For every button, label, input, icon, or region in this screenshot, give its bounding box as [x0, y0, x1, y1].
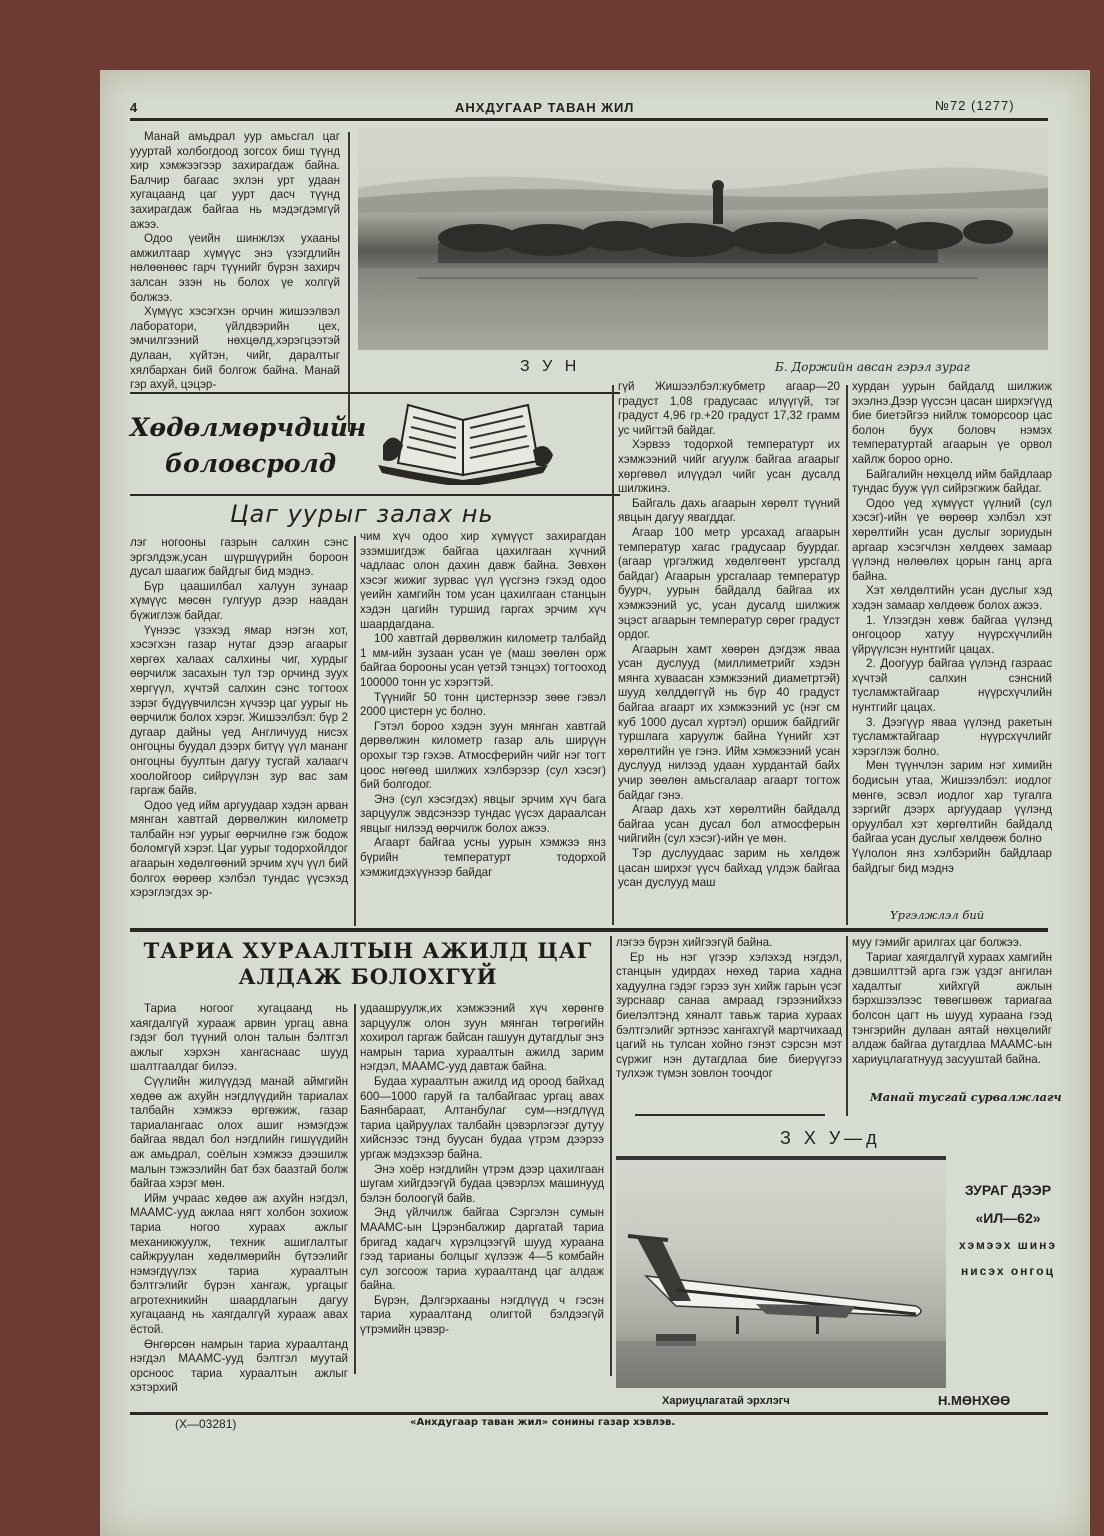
top-article-paragraph: Одоо үеийн шинжлэх ухааны амжилтаар хүмүүс энэ үзэгдлийн нөлөөнөөс гарч түүнийг бүрэн захирч залсан эзэн нь болох үе холгүй болжээ.: [130, 232, 340, 304]
printer-line: «Анхдугаар таван жил» сонины газар хэвлэв.: [410, 1417, 676, 1428]
photo-caption-line: «ИЛ—62»: [975, 1210, 1041, 1226]
rubric-line-2: боловсролд: [165, 449, 337, 478]
harvest-paragraph: Ийм учраас хөдөө аж ахуйн нэгдэл, МААМС-ууд ажлаа нягт холбон зохиож тариа ногоо хураах ажлыг механикжуулж, техник ашиглалтыг сайжруулан хөдөлмөрийн бүтээлийг нэмэгдүүлэх тариа хураалтын бэлтгэлийг бүрэн хангаж, ургацыг агротехникийн шаардлагын дагуу хугацаанд нь хаягдалгүй хурааж авах ёстой.: [130, 1191, 348, 1337]
column-divider: [612, 385, 614, 925]
harvest-paragraph: муу гэмийг арилгах цаг болжээ.: [852, 936, 1022, 949]
photo-caption-line: ЗУРАГ ДЭЭР: [964, 1182, 1052, 1198]
book-icon: [368, 395, 558, 485]
article-title: Цаг уурыг залах нь: [230, 500, 494, 528]
ornamental-rule: [635, 1114, 825, 1116]
column-divider: [354, 536, 356, 926]
photo-horses-at-water: [358, 128, 1048, 350]
continued-note: Үргэлжлэл бий: [890, 908, 985, 922]
weather-column-2: [360, 530, 606, 880]
weather-paragraph: 1. Үлээгдэн хөвж байгаа үүлэнд онгоцоор хатуу нүүрсхүчлийн үйрүүлсэн нунтгийг цацах.: [852, 613, 1052, 656]
page-number: 4: [130, 100, 139, 115]
weather-paragraph: гүй Жишээлбэл:кубметр агаар—20 градуст 1,08 градусаас илүүгүй, тэг градуст 4,96 гр.+20 градуст 17,32 грамм ус чийгтэй байдаг.: [618, 380, 840, 437]
section-rule: [130, 928, 1048, 932]
weather-paragraph: Байгалийн нөхцөлд ийм байдлаар тундас бууж үүл сийрэгжиж байдаг.: [852, 467, 1052, 496]
column-divider: [846, 385, 848, 925]
harvest-column-4: [852, 936, 1052, 1067]
weather-column-4: [852, 380, 1052, 876]
ussr-section-title: З Х У—д: [780, 1128, 881, 1148]
weather-paragraph: Мөн түүнчлэн зарим нэг химийн бодисын утаа, Жишээлбэл: иодлог мөнгө, эсвэл иодлог хар тугалга зэргийг дээрх аргуудаар үүлэнд оруулбал хэт хөргөлтийн байдалд байгаа усан дуслыг хөлдөөж болно: [852, 759, 1052, 846]
rubric-top-rule: [130, 392, 620, 394]
weather-paragraph: Хэт хөлдөлтийн усан дуслыг хэд хэдэн замаар хөлдөөж болох ажээ.: [852, 584, 1052, 612]
harvest-paragraph: Энэ хоёр нэгдлийн үтрэм дээр цахилгаан шугам хийгдээгүй будаа цэвэрлэх машинууд бэлэн болоогүй байв.: [360, 1162, 604, 1205]
harvest-paragraph: Тариа ногоог хугацаанд нь хаягдалгүй хурааж арвин ургац авна гэдэг бол түүний олон талын бэлтгэл ажлыг хэрхэн хангаснаас шууд шалтгаалдаг билээ.: [130, 1002, 348, 1074]
weather-paragraph: Одоо үед ийм аргуудаар хэдэн арван мянган хавтгай дөрвөлжин километр талбайн нэг уурыг өөрчилнө гэж бодож боломгүй хэрэг. Цаг уурыг тодорхойлдог агаарын хөдөлгөөний эрчим хүч үүл бий болгох өөрөөр хэлбэл тундас үүсэхэд хэрэглэгдэх эр-: [130, 798, 348, 900]
harvest-signature: Манай тусгай сурвалжлагч: [870, 1090, 1062, 1104]
photo-il62-airplane: [616, 1156, 946, 1388]
harvest-column-3: [616, 936, 842, 1082]
harvest-paragraph: Ер нь нэг үгээр хэлэхэд нэгдэл, станцын удирдах нөхөд тариа хадна хадуулна гэдэг гэрээ зун хийж гарын үсэг зурснаар санаа амраад гэрээнийхээ биелэлтэнд хяналт тавьж тариа хураах бэлтгэлийг эртнээс хангахгүй мартчихаад цагий нь тулсан хойно гэнэт сэрсэн мэт сүржиг нэн дутагдлаа бие биерүүгээ тулхэж түмэн зовлон тоочдог: [616, 950, 842, 1081]
header-rule: [130, 118, 1048, 121]
column-divider: [846, 936, 848, 1116]
harvest-paragraph: Будаа хураалтын ажилд ид ороод байхад 600—1000 гаруй га талбайгаас ургац авах Баянбараат, Алтанбулаг сум—нэгдлүүд тариа цайруулах талбайн цэвэрлэгээг дутуу хийснээс тэнд буусан будаа үтрэм дээрээ ургаж мэдэхээр байна.: [360, 1074, 604, 1161]
weather-paragraph: Хэрвээ тодорхой температурт их хэмжээний чийг агуулж байгаа агаарыг хөргөвөл илүүдэл чийг усан дусалд шилжинэ.: [618, 438, 840, 496]
weather-paragraph: 100 хавтгай дөрвөлжин километр талбайд 1 мм-ийн зузаан усан үе (маш зөөлөн орж байгаа борооны усан үетэй тэнцэх) тогтооход 100000 тонн ус хэрэгтэй.: [360, 632, 606, 689]
weather-paragraph: Бүр цаашилбал халуун зунаар хүмүүс мөсөн гулгуур дээр наадан бүжиглэж байдаг.: [130, 579, 348, 622]
harvest-paragraph: удаашруулж,их хэмжээний хүч хөрөнгө зарцуулж олон зуун мянган төгрөгийн хохирол гаргаж байсан гашуун дутагдлыг энэ намрын тариа хураалтын ажилд зарим нэгдэл, МААМС-ууд давтаж байна.: [360, 1002, 604, 1074]
weather-paragraph: Агаарт байгаа усны уурын хэмжээ янз бүрийн температурт тодорхой хэмжигдэхүүнээр байдаг: [360, 836, 606, 879]
weather-paragraph: Одоо үед хүмүүст үүлний (сул хэсэг)-ийн үе өөрөөр хэлбэл хэт хөрөлтийн усан дуслыг зориудын аргаар хэсэгчлэн хөлдөөх замаар үүлэнд нөлөөлөх цорын ганц арга байна.: [852, 496, 1052, 583]
column-divider: [354, 1004, 356, 1374]
weather-paragraph: Энэ (сул хэсэгдэх) явцыг эрчим хүч бага зарцуулж эвдсэнээр тундас үүсэх дараалсан явцыг нилээд өөрчилж болох ажээ.: [360, 792, 606, 835]
photo-title: З У Н: [520, 358, 581, 375]
top-article-paragraph: Хүмүүс хэсэгхэн орчин жишээлвэл лаборатори, үйлдвэрийн цех, эмчилгээний нөхцөлд,хэрэгцээтэй дулаан, хүйтэн, чийг, даралтыг хялбархан бий болгож байна. Манай гэр ахуй, цэцэр-: [130, 305, 340, 392]
harvest-paragraph: Бүрэн, Дэлгэрхааны нэгдлүүд ч гэсэн тариа хураалтанд олигтой бэлдээгүй үтрэмийн цэвэр-: [360, 1293, 604, 1337]
weather-column-3: [618, 380, 840, 891]
weather-paragraph: 2. Доогуур байгаа үүлэнд газраас хүчтэй салхин сэнсний тусламжтайгаар нүүрсхүчлийн нунтгийг цацах.: [852, 657, 1052, 715]
harvest-column-2: [360, 1002, 604, 1338]
top-article-paragraph: Манай амьдрал уур амьсгал цаг уууртай холбогдоод зогсох биш түүнд хир хэмжээгээр захирагдаж байна. Балчир багаас эхлэн урт удаан хугацаанд цаг уурт дасч түүнд захирагдаж байгаа нь мэдэгдэмгүй ажээ.: [130, 130, 340, 231]
weather-column-1: [130, 536, 348, 901]
newspaper-title: АНХДУГААР ТАВАН ЖИЛ: [455, 100, 635, 115]
footer-rule: [130, 1412, 1048, 1415]
photo-caption-line: нисэх онгоц: [961, 1264, 1055, 1278]
column-divider: [610, 936, 612, 1376]
photo-caption: [958, 1182, 1058, 1278]
harvest-title-line-2: АЛДАЖ БОЛОХГҮЙ: [238, 964, 498, 989]
harvest-paragraph: Тариаг хаягдалгүй хураах хамгийн дэвшилттэй арга гэж үздэг ангилан хадалтыг хийхгүй ажлын бэрхшээлээс төвөгшөөж тариагаа болсон цагт нь шууд хураана гээд тэнгэрийн дулаан аятай нөхцөлийг алдаж байгаа дутагдлаа МААМС-ын хариуцлагатнууд засууштай байна.: [852, 950, 1052, 1066]
weather-paragraph: Үүнээс үзэхэд ямар нэгэн хот, хэсэгхэн газар нутаг дээр агаарыг хөргөх халаах салхины чиг, хурдыг өөрчилж засахын тул тэр орчинд зуух хөргүүл, хүчтэй салхин сэнс тогтоох зэрэг бүдүүвчилсэн хүчээр цаг уурыг нь өөрчилж болох хэрэг. Жишээлбэл: бүр 2 дугаар дайны үед Англичууд нисэх онгоцны буудал дээрх битүү үүл мананг онгоцны буултын дагуу тусгай халаагч хоолойгоор сийрүүлэн зур вас зам гаргаж байв.: [130, 623, 348, 798]
horses-landscape-image: [358, 128, 1048, 350]
top-article-column: [130, 130, 340, 393]
weather-paragraph: Агаар дахь хэт хөрөлтийн байдалд байгаа усан дусал бол атмосферын чийгийн (сул хэсэг)-ийн үе мөн.: [618, 803, 840, 846]
weather-paragraph: Агаар 100 метр урсахад агаарын температур хагас градусаар буурдаг. (агаар үргэлжид хөдөлгөөнт урсгалд байдаг) Агаарын урсгалаар температур буурч, уурын байдалд байгаа их хэмжээний ус, усан дусалд шилжиж эцэст агаарын температур сөрөг градуст ордог.: [618, 525, 840, 642]
issue-number: №72 (1277): [935, 98, 1015, 113]
photo-credit: Б. Доржийн авсан гэрэл зураг: [775, 360, 970, 374]
editor-name: Н.МӨНХӨӨ: [938, 1393, 1011, 1408]
weather-paragraph: лэг ногооны газрын салхин сэнс эргэлдэж,усан шүршүүрийн бороон дусал шаагиж байдгыг бид мэднэ.: [130, 536, 348, 579]
weather-paragraph: Агаарын хамт хөөрөн дэгдэж яваа усан дуслууд (миллиметрийг хэдэн мянга хуваасан хэмжээний диаметртэй) шууд хөлддөггүй нь бүр 40 градуст байгаа агаарт их хэмжээний ус (нэг см куб 1000 дусал хүртэл) оршиж байдгийг туршлага харуулж байна Үүнийг хэт хөрөлтийн үе гэнэ. Ийм хэмжээний усан дуслууд нилээд удаан хурдантай байх учир зөөлөн амьсгалаар агаарт тогтож байдаг гэнэ.: [618, 642, 840, 802]
rubric-bottom-rule: [130, 494, 620, 496]
harvest-column-1: [130, 1002, 348, 1396]
weather-paragraph: Түүнийг 50 тонн цистернээр зөөе гэвэл 2000 цистерн ус болно.: [360, 690, 606, 719]
weather-paragraph: хурдан уурын байдалд шилжиж эхэлнэ.Дээр үүссэн цасан ширхэгүүд бие биетэйгээ нийлж томорсоор цас болон буух боловч нэмэх температуртай агаарын үе орвол хайлж бороо орно.: [852, 380, 1052, 466]
harvest-paragraph: лэгээ бүрэн хийгээгүй байна.: [616, 936, 773, 949]
column-divider: [348, 132, 350, 432]
harvest-paragraph: Сүүлийн жилүүдэд манай аймгийн хөдөө аж ахуйн нэгдлүүдийн тариалах талбайн хэмжээ өргөжиж, газар тариалангаас олох ашиг нэмэгдэж байгаа явдал бол нэгдлийн гишүүдийн аж амьдрал, соёлын хэмжээ дээшилж малын тэжээлийн бат бэх баазтай болж байгаа хэрэг мөн.: [130, 1074, 348, 1191]
photo-caption-line: хэмээх шинэ: [958, 1238, 1058, 1252]
open-book-illustration: [368, 395, 558, 485]
editor-label: Хариуцлагатай эрхлэгч: [662, 1395, 790, 1407]
harvest-paragraph: Өнгөрсөн намрын тариа хураалтанд нэгдэл МААМС-ууд бэлтгэл муутай орсноос тариа хураалтын ажлыг хэтэрхий: [130, 1337, 348, 1395]
weather-paragraph: Тэр дуслуудаас зарим нь хөлдөж цасан ширхэг үүсч байхад үлдэж байгаа усан дуслууд маш: [618, 847, 840, 890]
harvest-title-line-1: ТАРИА ХУРААЛТЫН АЖИЛД ЦАГ: [143, 938, 593, 963]
order-code: (Х—03281): [175, 1417, 237, 1431]
harvest-title: [130, 938, 606, 990]
rubric-line-1: Хөдөлмөрчдийн: [130, 413, 367, 442]
airplane-image: [616, 1156, 946, 1388]
weather-paragraph: Үүлолон янз хэлбэрийн байдлаар байдгыг бид мэднэ: [852, 847, 1052, 875]
weather-paragraph: Гэтэл бороо хэдэн зуун мянган хавтгай дөрвөлжин километр газар аль ширүүн орохыг тэр гэхэв. Атмосферийн чийг нэг тогт цоос нөгөөд шилжих хэлбэрээр (сул хэсэг) бий болгодог.: [360, 719, 606, 792]
harvest-paragraph: Энд үйлчилж байгаа Сэргэлэн сумын МААМС-ын Цэрэнбалжир даргатай тариа бригад хадагч хүрэлцээгүй шууд хураана гээд тарианы болцыг хүлээж 4—5 комбайн сул зогсоож тариа хураалтанд цаг алдаж байна.: [360, 1206, 604, 1293]
newspaper-page: [100, 70, 1090, 1536]
weather-paragraph: Байгаль дахь агаарын хөрөлт түүний явцын дагуу явагддаг.: [618, 496, 840, 525]
weather-paragraph: чим хүч одоо хир хүмүүст захирагдан эзэмшигдэж байгаа цахилгаан хүчний чадлаас олон дахин давж байна. Зөвхөн хэсэг жижиг зурвас үүл үүсгэнэ гэхэд одоо үеийн хамгийн том усан цахилгаан станцын хэдэн цагийн туршид гаргах эрчим хүч шаардагдана.: [360, 530, 606, 631]
weather-paragraph: 3. Дээгүүр яваа үүлэнд ракетын тусламжтайгаар нүүрсхүчлийг хэрэглэж болно.: [852, 715, 1052, 758]
